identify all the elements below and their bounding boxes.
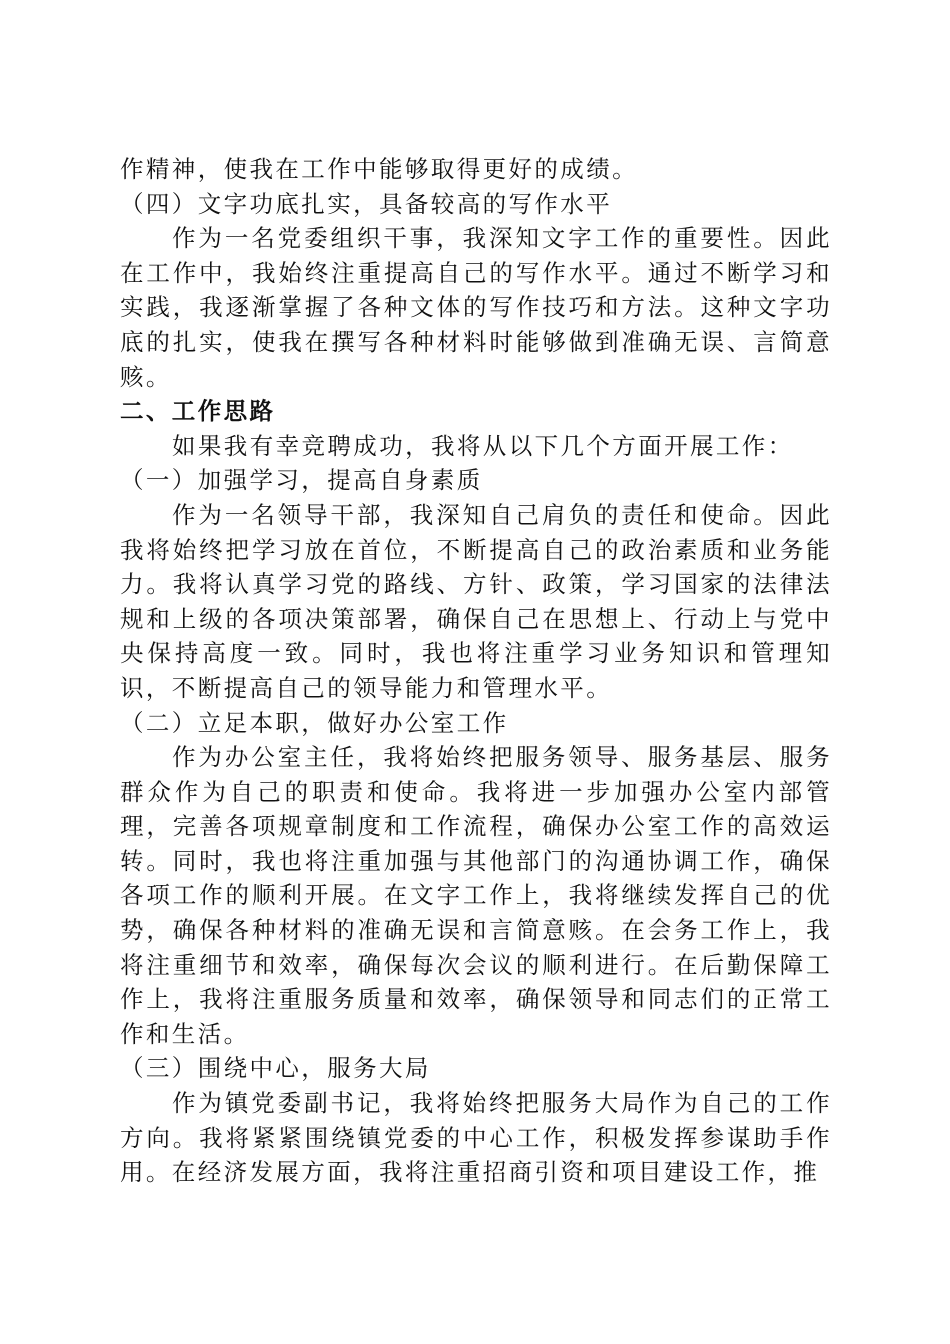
paragraph-study: 作为一名领导干部，我深知自己肩负的责任和使命。因此我将始终把学习放在首位，不断提高自己的政治素质和业务能力。我将认真学习党的路线、方针、政策，学习国家的法律法规和上级的各项决策部署，确保自己在思想上、行动上与党中央保持高度一致。同时，我也将注重学习业务知识和管理知识，不断提高自己的领导能力和管理水平。 xyxy=(120,500,832,702)
paragraph-serve-overall: 作为镇党委副书记，我将始终把服务大局作为自己的工作方向。我将紧紧围绕镇党委的中心工作，积极发挥参谋助手作用。在经济发展方面，我将注重招商引资和项目建设工作，推 xyxy=(120,1089,832,1187)
document-body xyxy=(120,152,832,1190)
subsection-heading-4: （四）文字功底扎实，具备较高的写作水平 xyxy=(120,189,613,218)
paragraph-intro: 如果我有幸竞聘成功，我将从以下几个方面开展工作： xyxy=(172,431,794,460)
subsection-heading-3: （三）围绕中心，服务大局 xyxy=(120,1054,431,1083)
paragraph-continuation: 作精神，使我在工作中能够取得更好的成绩。 xyxy=(120,155,638,183)
subsection-heading-1: （一）加强学习，提高自身素质 xyxy=(120,466,483,495)
section-heading-work-ideas: 二、工作思路 xyxy=(120,397,276,426)
paragraph-office-work: 作为办公室主任，我将始终把服务领导、服务基层、服务群众作为自己的职责和使命。我将进一步加强办公室内部管理，完善各项规章制度和工作流程，确保办公室工作的高效运转。同时，我也将注重加强与其他部门的沟通协调工作，确保各项工作的顺利开展。在文字工作上，我将继续发挥自己的优势，确保各种材料的准确无误和言简意赅。在会务工作上，我将注重细节和效率，确保每次会议的顺利进行。在后勤保障工作上，我将注重服务质量和效率，确保领导和同志们的正常工作和生活。 xyxy=(120,743,832,1048)
paragraph-writing-skills: 作为一名党委组织干事，我深知文字工作的重要性。因此在工作中，我始终注重提高自己的写作水平。通过不断学习和实践，我逐渐掌握了各种文体的写作技巧和方法。这种文字功底的扎实，使我在撰写各种材料时能够做到准确无误、言简意赅。 xyxy=(120,224,832,391)
subsection-heading-2: （二）立足本职，做好办公室工作 xyxy=(120,708,509,737)
